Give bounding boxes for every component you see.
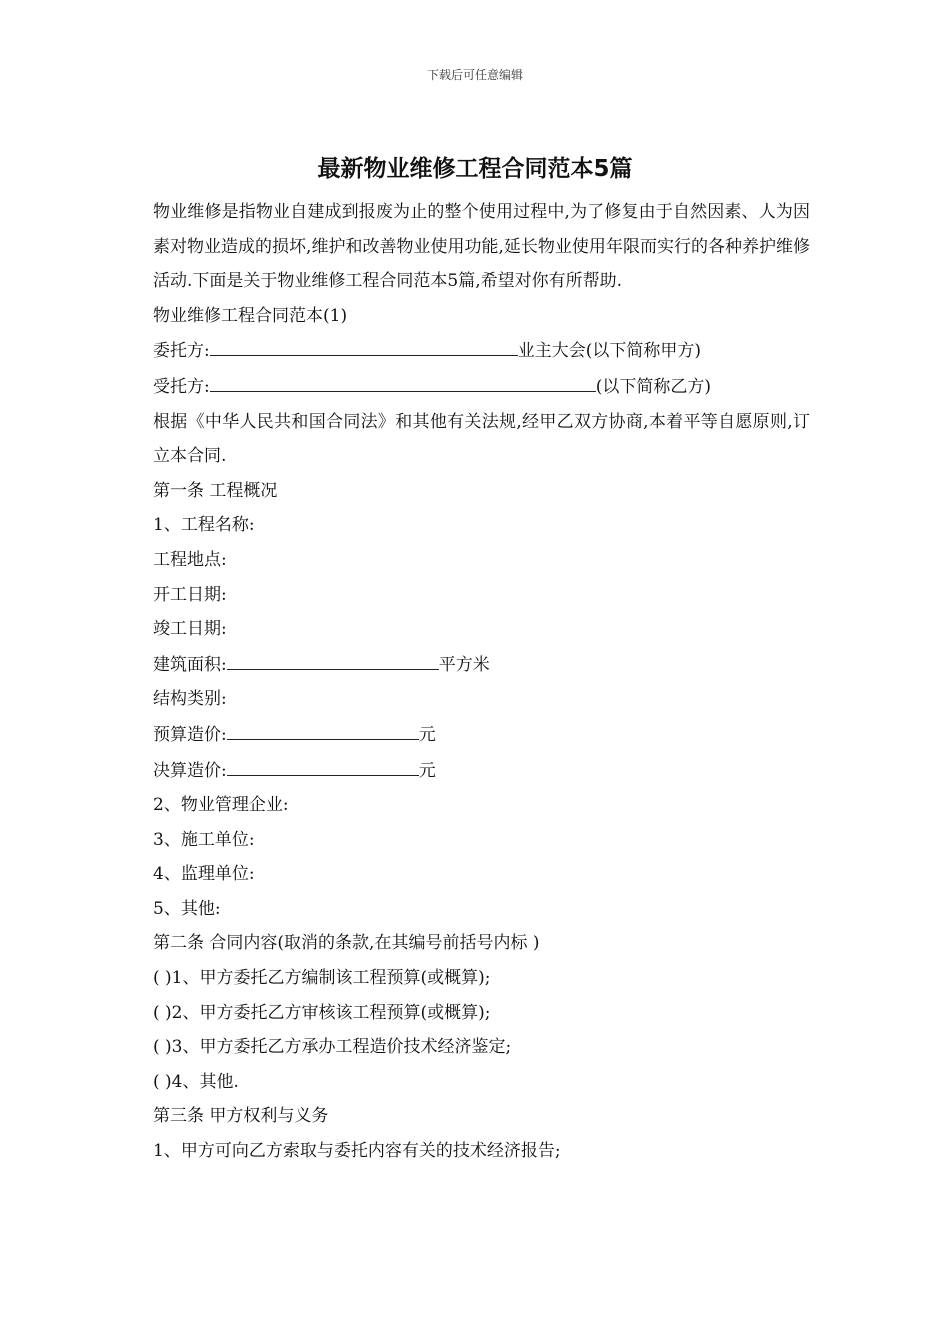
contractor-line [145,369,810,405]
contract-item-3: ( )3、甲方委托乙方承办工程造价技术经济鉴定; [153,1037,512,1058]
basis-paragraph: 根据《中华人民共和国合同法》和其他有关法规,经甲乙双方协商,本着平等自愿原则,订立本合同. [153,411,810,467]
structure-type-line: 结构类别: [153,689,227,710]
floor-area-unit: 平方米 [438,654,490,675]
floor-area-line [145,647,810,683]
client-blank [210,333,518,356]
final-cost-line [145,753,810,789]
final-cost-unit: 元 [418,760,436,781]
article3-item-1: 1、甲方可向乙方索取与委托内容有关的技术经济报告; [153,1141,561,1162]
budget-label: 预算造价: [153,724,227,745]
contractor-suffix: (以下简称乙方) [595,376,711,397]
contract-item-1: ( )1、甲方委托乙方编制该工程预算(或概算); [153,968,491,989]
header-note: 下载后可任意编辑 [426,68,523,82]
budget-unit: 元 [418,724,436,745]
document-body [145,195,810,1169]
floor-area-label: 建筑面积: [153,654,227,675]
article1-heading: 第一条 工程概况 [153,480,278,501]
article2-heading: 第二条 合同内容(取消的条款,在其编号前括号内标 ) [153,933,540,954]
article3-heading: 第三条 甲方权利与义务 [153,1106,329,1127]
document-title: 最新物业维修工程合同范本5篇 [317,156,633,182]
management-company-line: 2、物业管理企业: [153,795,289,816]
client-suffix: 业主大会(以下简称甲方) [517,341,701,362]
floor-area-blank [227,647,439,670]
intro-paragraph: 物业维修是指物业自建成到报废为止的整个使用过程中,为了修复由于自然因素、人为因素对物业造成的损坏,维护和改善物业使用功能,延长物业使用年限而实行的各种养护维修活动.下面是关于物业维修工程合同范本5篇,希望对你有所帮助. [153,202,810,292]
budget-line [145,717,810,753]
final-cost-label: 决算造价: [153,760,227,781]
contract-item-2: ( )2、甲方委托乙方审核该工程预算(或概算); [153,1002,491,1023]
section1-heading: 物业维修工程合同范本(1) [153,305,348,326]
project-name-line: 1、工程名称: [153,515,255,536]
final-cost-blank [227,753,419,776]
client-label: 委托方: [153,341,210,362]
project-location-line: 工程地点: [153,549,227,570]
contract-item-4: ( )4、其他. [153,1071,239,1092]
contractor-label: 受托方: [153,376,210,397]
completion-date-line: 竣工日期: [153,619,227,640]
client-line [145,333,810,369]
construction-unit-line: 3、施工单位: [153,829,255,850]
supervision-unit-line: 4、监理单位: [153,864,255,885]
budget-blank [227,717,419,740]
other-line: 5、其他: [153,898,221,919]
start-date-line: 开工日期: [153,584,227,605]
contractor-blank [210,369,596,392]
